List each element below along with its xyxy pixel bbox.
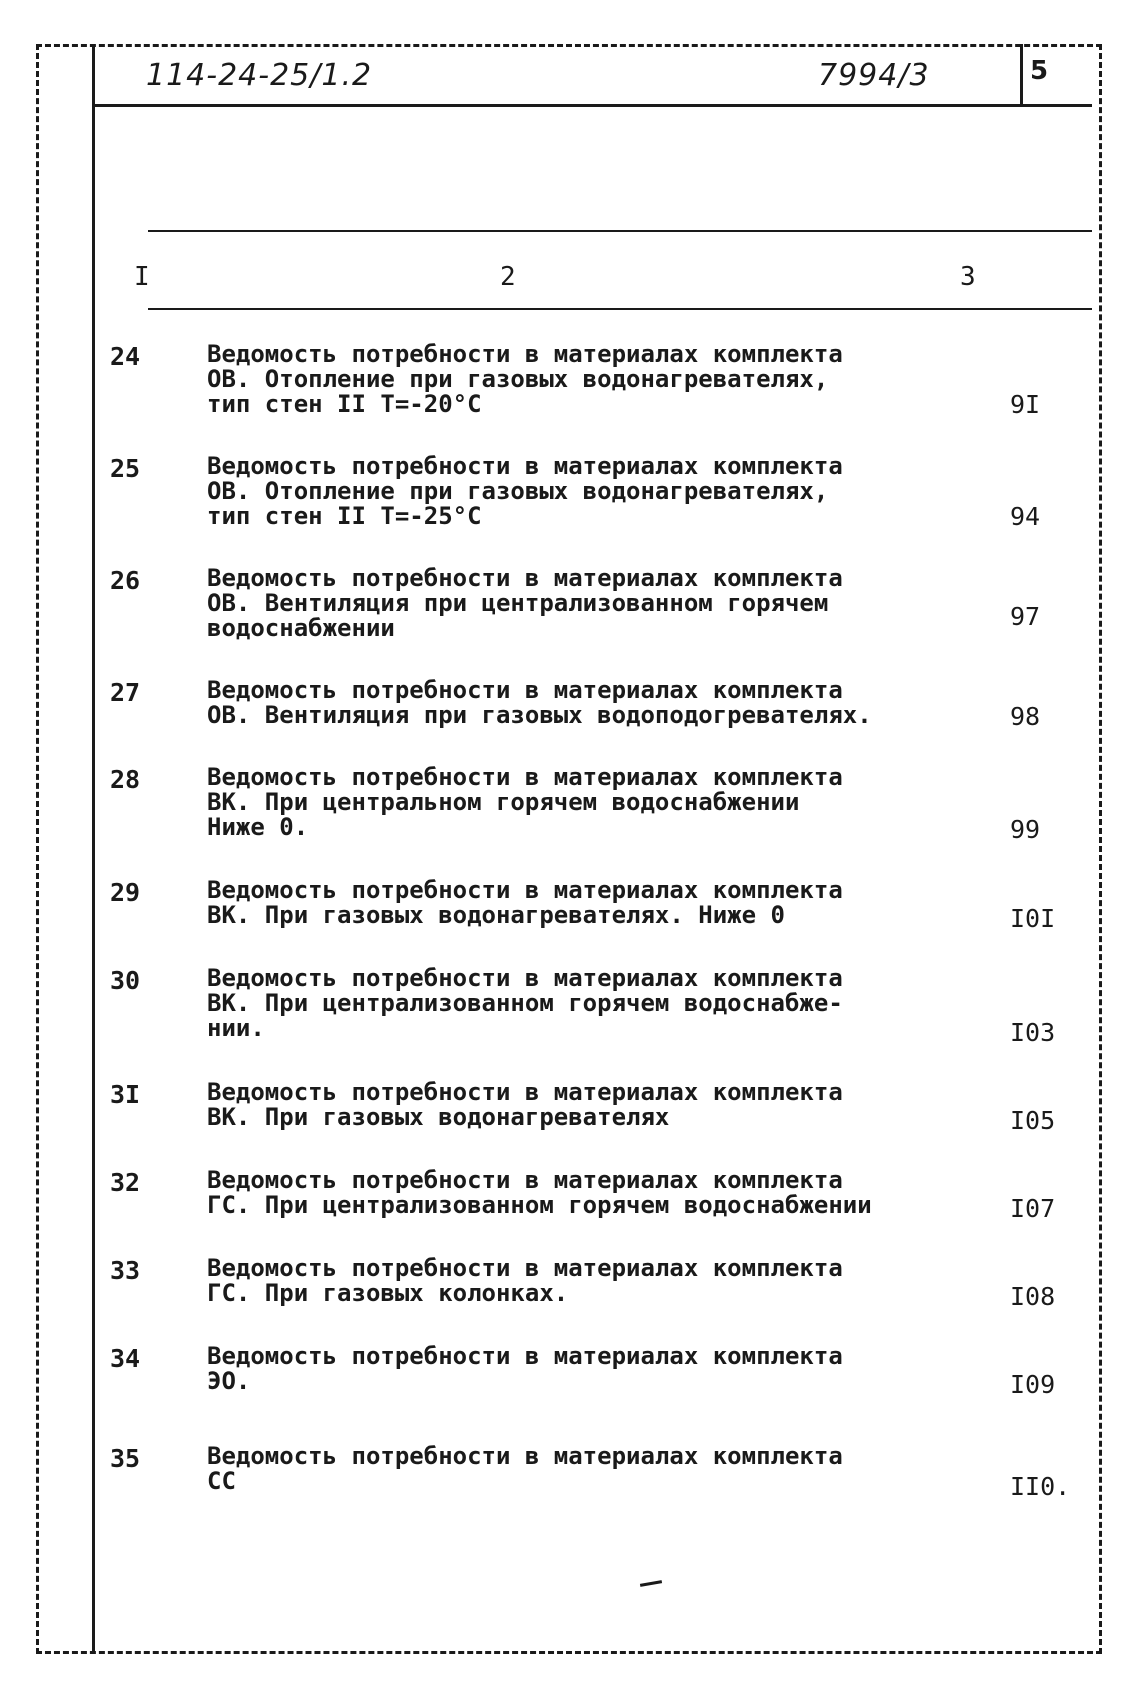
page-box-separator: [1020, 44, 1023, 106]
binding-margin-line: [92, 44, 95, 1654]
entry-page: I08: [1010, 1282, 1056, 1311]
entry-number: 26: [110, 566, 141, 595]
column-header-1: I: [134, 262, 150, 292]
entry-page: 97: [1010, 602, 1041, 631]
entry-description: Ведомость потребности в материалах комплекта ВК. При центральном горячем водоснабжении Ниже 0.: [207, 763, 843, 841]
entry-page: 9I: [1010, 390, 1041, 419]
column-header-2: 2: [500, 262, 516, 292]
entry-page: I05: [1010, 1106, 1056, 1135]
entry-description: Ведомость потребности в материалах комплекта ГС. При централизованном горячем водоснабжении: [207, 1166, 872, 1219]
entry-description: Ведомость потребности в материалах комплекта ОВ. Отопление при газовых водонагревателях, тип стен II Т=-20°С: [207, 340, 843, 418]
entry-number: 25: [110, 454, 141, 483]
table-header-rule: [148, 308, 1092, 310]
entry-number: 34: [110, 1344, 141, 1373]
column-header-3: 3: [960, 262, 976, 292]
entry-page: I07: [1010, 1194, 1056, 1223]
document-code: 114-24-25/1.2: [146, 58, 373, 93]
entry-description: Ведомость потребности в материалах комплекта ОВ. Вентиляция при централизованном горячем водоснабжении: [207, 564, 843, 642]
entry-description: Ведомость потребности в материалах комплекта ГС. При газовых колонках.: [207, 1254, 843, 1307]
entry-page: 98: [1010, 702, 1041, 731]
entry-number: 27: [110, 678, 141, 707]
entry-number: 24: [110, 342, 141, 371]
page-border: [36, 44, 1102, 1654]
entry-description: Ведомость потребности в материалах комплекта ВК. При газовых водонагревателях. Ниже 0: [207, 876, 843, 929]
document-number: 7994/3: [818, 58, 930, 93]
entry-description: Ведомость потребности в материалах комплекта ЭО.: [207, 1342, 843, 1395]
entry-page: I03: [1010, 1018, 1056, 1047]
entry-number: 30: [110, 966, 141, 995]
entry-description: Ведомость потребности в материалах комплекта ВК. При централизованном горячем водоснабже- нии.: [207, 964, 843, 1042]
entry-page: I0I: [1010, 904, 1056, 933]
entry-number: 28: [110, 765, 141, 794]
entry-page: I09: [1010, 1370, 1056, 1399]
entry-number: 35: [110, 1444, 141, 1473]
table-top-rule: [148, 230, 1092, 232]
entry-description: Ведомость потребности в материалах комплекта ОВ. Отопление при газовых водонагревателях, тип стен II Т=-25°С: [207, 452, 843, 530]
entry-number: 3I: [110, 1080, 141, 1109]
entry-description: Ведомость потребности в материалах комплекта ВК. При газовых водонагревателях: [207, 1078, 843, 1131]
header-rule: [92, 104, 1092, 107]
entry-page: 94: [1010, 502, 1041, 531]
entry-number: 32: [110, 1168, 141, 1197]
entry-description: Ведомость потребности в материалах комплекта ОВ. Вентиляция при газовых водоподогревателях.: [207, 676, 872, 729]
entry-page: II0.: [1010, 1472, 1071, 1501]
entry-number: 29: [110, 878, 141, 907]
entry-page: 99: [1010, 815, 1041, 844]
entry-number: 33: [110, 1256, 141, 1285]
page-number: 5: [1030, 56, 1049, 86]
entry-description: Ведомость потребности в материалах комплекта СС: [207, 1442, 843, 1495]
